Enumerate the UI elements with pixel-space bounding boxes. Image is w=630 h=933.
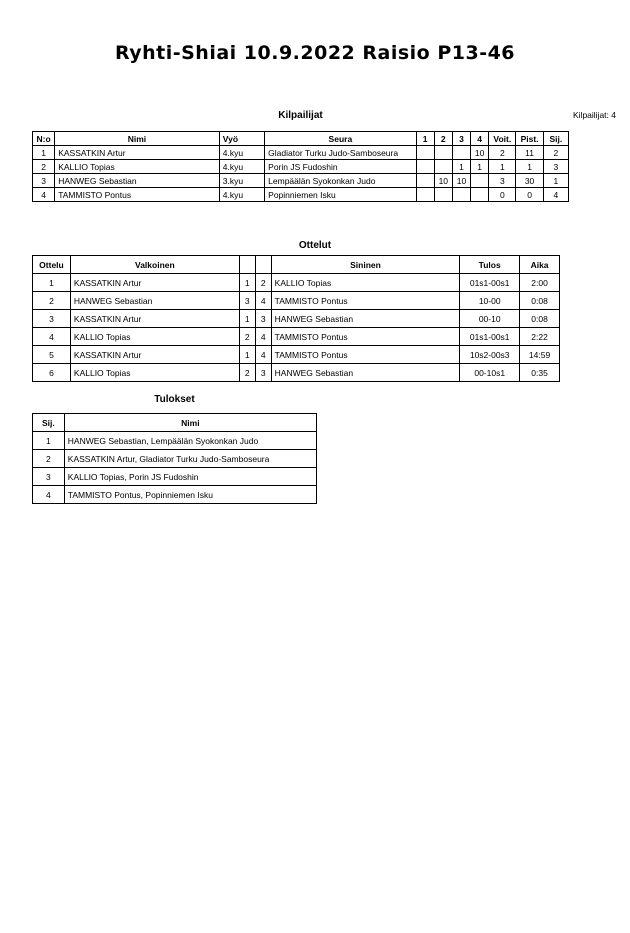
cell-ottelu: 6: [33, 364, 71, 382]
cell-sij: 3: [543, 160, 568, 174]
cell-m1: [416, 174, 434, 188]
col-header-ps: [255, 256, 271, 274]
cell-sij: 3: [33, 468, 65, 486]
cell-m4: 10: [471, 146, 489, 160]
cell-pv: 1: [239, 274, 255, 292]
cell-ottelu: 4: [33, 328, 71, 346]
cell-tulos: 10-00: [460, 292, 520, 310]
cell-m3: 1: [452, 160, 470, 174]
cell-valkoinen: KASSATKIN Artur: [70, 310, 239, 328]
col-header-ottelu: Ottelu: [33, 256, 71, 274]
cell-tulos: 00-10: [460, 310, 520, 328]
cell-sininen: KALLIO Topias: [271, 274, 460, 292]
cell-seura: Popinniemen Isku: [265, 188, 416, 202]
cell-ps: 3: [255, 310, 271, 328]
document-page: [0, 42, 630, 933]
col-header-voit: Voit.: [489, 132, 516, 146]
col-header-sininen: Sininen: [271, 256, 460, 274]
cell-pv: 3: [239, 292, 255, 310]
cell-pist: 30: [516, 174, 543, 188]
table-row: [33, 188, 569, 202]
cell-sij: 2: [33, 450, 65, 468]
competitor-count-label: Kilpailijat: 4: [573, 110, 616, 120]
cell-m1: [416, 146, 434, 160]
table-row: [33, 432, 317, 450]
cell-nro: 1: [33, 146, 55, 160]
cell-voit: 3: [489, 174, 516, 188]
table-row: [33, 450, 317, 468]
col-header-m3: 3: [452, 132, 470, 146]
section-title-results: Tulokset: [154, 394, 195, 405]
col-header-nro: N:o: [33, 132, 55, 146]
section-title-competitors: Kilpailijat: [278, 110, 323, 121]
table-row: [33, 468, 317, 486]
col-header-sij: Sij.: [543, 132, 568, 146]
table-row: [33, 364, 560, 382]
cell-pist: 11: [516, 146, 543, 160]
cell-nimi: HANWEG Sebastian, Lempäälän Syokonkan Judo: [64, 432, 316, 450]
cell-seura: Gladiator Turku Judo-Samboseura: [265, 146, 416, 160]
cell-m2: [434, 160, 452, 174]
section-title-matches: Ottelut: [298, 240, 332, 251]
cell-pv: 1: [239, 310, 255, 328]
cell-nimi: HANWEG Sebastian: [55, 174, 220, 188]
col-header-m2: 2: [434, 132, 452, 146]
cell-vyo: 3.kyu: [219, 174, 264, 188]
col-header-valkoinen: Valkoinen: [70, 256, 239, 274]
col-header-seura: Seura: [265, 132, 416, 146]
competitors-table: [32, 131, 569, 202]
cell-sininen: TAMMISTO Pontus: [271, 346, 460, 364]
cell-pv: 2: [239, 364, 255, 382]
cell-m3: 10: [452, 174, 470, 188]
cell-sininen: HANWEG Sebastian: [271, 310, 460, 328]
cell-sij: 1: [33, 432, 65, 450]
cell-sij: 1: [543, 174, 568, 188]
col-header-nimi: Nimi: [64, 414, 316, 432]
cell-nimi: TAMMISTO Pontus, Popinniemen Isku: [64, 486, 316, 504]
col-header-aika: Aika: [520, 256, 560, 274]
cell-sininen: HANWEG Sebastian: [271, 364, 460, 382]
table-row: [33, 486, 317, 504]
cell-ps: 3: [255, 364, 271, 382]
cell-m2: [434, 146, 452, 160]
cell-m2: 10: [434, 174, 452, 188]
col-header-m4: 4: [471, 132, 489, 146]
cell-vyo: 4.kyu: [219, 146, 264, 160]
table-row: [33, 328, 560, 346]
cell-valkoinen: KALLIO Topias: [70, 364, 239, 382]
cell-nro: 2: [33, 160, 55, 174]
cell-voit: 2: [489, 146, 516, 160]
col-header-pv: [239, 256, 255, 274]
cell-ottelu: 3: [33, 310, 71, 328]
cell-aika: 14:59: [520, 346, 560, 364]
cell-seura: Lempäälän Syokonkan Judo: [265, 174, 416, 188]
cell-vyo: 4.kyu: [219, 160, 264, 174]
cell-ottelu: 2: [33, 292, 71, 310]
cell-m4: [471, 174, 489, 188]
table-header-row: [33, 414, 317, 432]
cell-pv: 2: [239, 328, 255, 346]
cell-nimi: KALLIO Topias: [55, 160, 220, 174]
table-row: [33, 274, 560, 292]
cell-ps: 4: [255, 346, 271, 364]
cell-vyo: 4.kyu: [219, 188, 264, 202]
cell-nimi: KASSATKIN Artur, Gladiator Turku Judo-Samboseura: [64, 450, 316, 468]
cell-pist: 1: [516, 160, 543, 174]
cell-m3: [452, 146, 470, 160]
cell-sininen: TAMMISTO Pontus: [271, 328, 460, 346]
cell-voit: 1: [489, 160, 516, 174]
cell-valkoinen: KASSATKIN Artur: [70, 274, 239, 292]
cell-m3: [452, 188, 470, 202]
cell-valkoinen: KASSATKIN Artur: [70, 346, 239, 364]
cell-ps: 4: [255, 328, 271, 346]
table-row: [33, 146, 569, 160]
page-title: Ryhti-Shiai 10.9.2022 Raisio P13-46: [114, 42, 516, 64]
cell-pv: 1: [239, 346, 255, 364]
table-row: [33, 292, 560, 310]
cell-valkoinen: HANWEG Sebastian: [70, 292, 239, 310]
table-header-row: [33, 256, 560, 274]
cell-tulos: 01s1-00s1: [460, 274, 520, 292]
cell-nro: 4: [33, 188, 55, 202]
cell-ps: 4: [255, 292, 271, 310]
cell-sij: 2: [543, 146, 568, 160]
cell-ottelu: 1: [33, 274, 71, 292]
results-table: [32, 413, 317, 504]
cell-valkoinen: KALLIO Topias: [70, 328, 239, 346]
cell-m1: [416, 188, 434, 202]
cell-nimi: TAMMISTO Pontus: [55, 188, 220, 202]
cell-aika: 2:22: [520, 328, 560, 346]
table-row: [33, 310, 560, 328]
matches-table: [32, 255, 560, 382]
cell-ottelu: 5: [33, 346, 71, 364]
cell-aika: 0:08: [520, 292, 560, 310]
cell-aika: 0:08: [520, 310, 560, 328]
cell-tulos: 01s1-00s1: [460, 328, 520, 346]
col-header-pist: Pist.: [516, 132, 543, 146]
cell-tulos: 10s2-00s3: [460, 346, 520, 364]
col-header-nimi: Nimi: [55, 132, 220, 146]
cell-sininen: TAMMISTO Pontus: [271, 292, 460, 310]
cell-sij: 4: [543, 188, 568, 202]
table-header-row: [33, 132, 569, 146]
cell-nimi: KASSATKIN Artur: [55, 146, 220, 160]
cell-sij: 4: [33, 486, 65, 504]
col-header-sij: Sij.: [33, 414, 65, 432]
cell-aika: 0:35: [520, 364, 560, 382]
cell-ps: 2: [255, 274, 271, 292]
cell-nro: 3: [33, 174, 55, 188]
col-header-m1: 1: [416, 132, 434, 146]
cell-m2: [434, 188, 452, 202]
cell-tulos: 00-10s1: [460, 364, 520, 382]
cell-pist: 0: [516, 188, 543, 202]
cell-m1: [416, 160, 434, 174]
cell-seura: Porin JS Fudoshin: [265, 160, 416, 174]
table-row: [33, 160, 569, 174]
col-header-tulos: Tulos: [460, 256, 520, 274]
cell-aika: 2:00: [520, 274, 560, 292]
col-header-vyo: Vyö: [219, 132, 264, 146]
cell-voit: 0: [489, 188, 516, 202]
cell-nimi: KALLIO Topias, Porin JS Fudoshin: [64, 468, 316, 486]
table-row: [33, 346, 560, 364]
cell-m4: [471, 188, 489, 202]
cell-m4: 1: [471, 160, 489, 174]
table-row: [33, 174, 569, 188]
